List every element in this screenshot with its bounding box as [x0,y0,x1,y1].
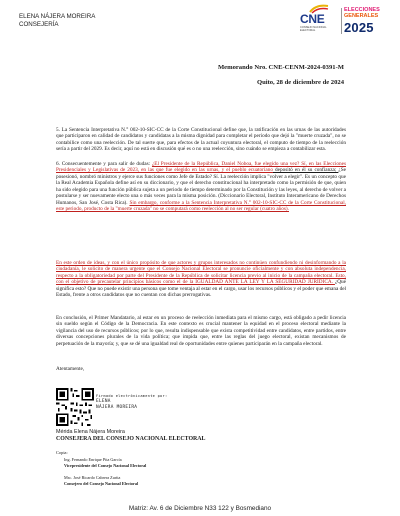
signature-stamp-text [96,394,167,410]
sender-office: CONSEJERÍA [19,21,59,28]
cc2-name: Msc. José Ricardo Cabrera Zurita [64,475,121,480]
paragraph-6 [56,161,346,213]
cc1-name: Ing. Fernando Enrique Pita García [64,457,122,462]
copy-recipient-2 [64,475,138,486]
p6-question-black: depositó en él su confianza; [272,167,339,174]
stamp-line2: ELENA [96,399,111,405]
elections-line2: GENERALES [344,12,379,19]
stamp-line3: NÁJERA MOREIRA [96,404,138,410]
p7-request: En este orden de ideas, y con el único propósito de que actores y grupos interesados no continúen confundiendo ni desinformando a la ciudadanía, le solicito de manera urgente que el Consejo Nacional Electoral se pronuncie oficialmente y con absoluta independencia, respecto a la obligatoriedad por parte del Presidente de la República de solicitar licencia previo al inicio de la campaña electoral. Esto, con el objetivo de precautelar principios básicos como el de la IGUALDAD ANTE LA LEY Y LA SEGURIDAD JURÍDICA. [56,260,346,286]
cne-abbrev: CNE [300,12,325,26]
p6-conclusion: Sin embargo, conforme a la Sentencia Interpretativa N.° 002-10-SIC-CC de la Corte Constitucional, este periodo, producto de la "muerte cruzada" no se computará como reelección al no ser regular (cuatro años). [56,199,346,213]
closing-text: Atentamente, [56,366,85,372]
memo-date: Quito, 28 de diciembre de 2024 [256,79,344,86]
memo-number: Memorando Nro. CNE-CENM-2024-0391-M [217,64,344,71]
copy-label: Copia: [56,450,68,455]
paragraph-5: 5. La Sentencia Interpretativa N.° 002-10-SIC-CC de la Corte Constitucional define que, la ratificación en las urnas de las autoridades que participaron en calidad de candidatos y candidatas a la misma dignidad para completar el periodo que dejó la "muerte cruzada", no se contabilice como una reelección. De tal suerte que, para efectos de la actual coyuntura electoral, el computo de tiempo de la reelección sería a partir del 2029. Es decir, aquí no está en discusión qué es o no una reelección, sino cuándo se empieza a contabilizar esta. [56,127,346,153]
cne-subtitle: CONSEJO NACIONAL ELECTORAL [300,26,327,32]
sender-block [19,13,95,29]
elections-label [344,8,380,19]
cc2-role: Consejero del Consejo Nacional Electoral [64,480,139,486]
footer-address: Matriz: Av. 6 de Diciembre N33 122 y Bosmediano [128,505,272,512]
signer-title: CONSEJERA DEL CONSEJO NACIONAL ELECTORAL [56,436,206,442]
logo-divider [341,8,342,34]
sender-name: ELENA NÁJERA MOREIRA [19,13,96,20]
copy-recipient-1 [64,457,146,468]
signature-qr-code [56,388,94,426]
p7-body: ¿Qué significa esto? Que no puede existir una persona que tome ventaja al estar en el cargo, usar los recursos públicos y el poder que emana del Estado, frente a otros candidatos que no cuentan con dichas prerrogativas. [56,279,347,299]
paragraph-8: En conclusión, el Primer Mandatario, al estar en un proceso de reelección inmediata para el mismo cargo, está obligado a pedir licencia sin sueldo según el Código de la Democracia. En este contexto es crucial mantener la equidad en el proceso electoral mediante la vigilancia del uso de recursos públicos; por lo que, resulta indispensable que exista competitividad entre candidatos, entre partidos, entre diversas concepciones plurales de la vida política; que impida que, entre las reglas del juego electoral, existan mecanismos de perpetuación de la mayoría; y, que se dé una igualdad real de oportunidades entre quienes participarán en la campaña electoral. [56,315,346,347]
p6-body: ¿Se posesionó, nombró ministros y ejerce sus funciones como Jefe de Estado? Sí. La reelección implica "volver a elegir". Es un concepto que la Real Academia Española define así en su diccionario, y que el derecho constitucional ha interpretado como la permisión de que, quien ha sido elegido para una función pública sujeta a un periodo de tiempo determinado por la Constitución y las leyes, al derecho de volver a postularse y ser nuevamente electo una o más veces para la misma posición. (Diccionario Electoral, Instituto Interamericano de Derechos Humanos, San José, Costa Rica). [56,167,346,206]
elections-line1: ELECCIONES [344,7,380,13]
paragraph-7 [56,260,346,299]
signer-name: Mérida Elena Nájera Moreira [56,429,125,435]
p6-lead: 6. Consecuentemente y para salir de dudas: [56,161,152,167]
p6-question-red: ¿El Presidente de la República, Daniel Noboa, fue elegido una vez? Sí, en las Elecciones Presidenciales y Legislativas de 2023, en las que fue elegido en las urnas, y el pueblo ecuatoriano [56,161,347,174]
cne-elections-logo [300,6,390,38]
elections-year: 2025 [344,20,374,35]
cc1-role: Vicepresidente del Consejo Nacional Electoral [64,462,147,468]
stamp-line1: Firmado electrónicamente por: [96,394,168,398]
